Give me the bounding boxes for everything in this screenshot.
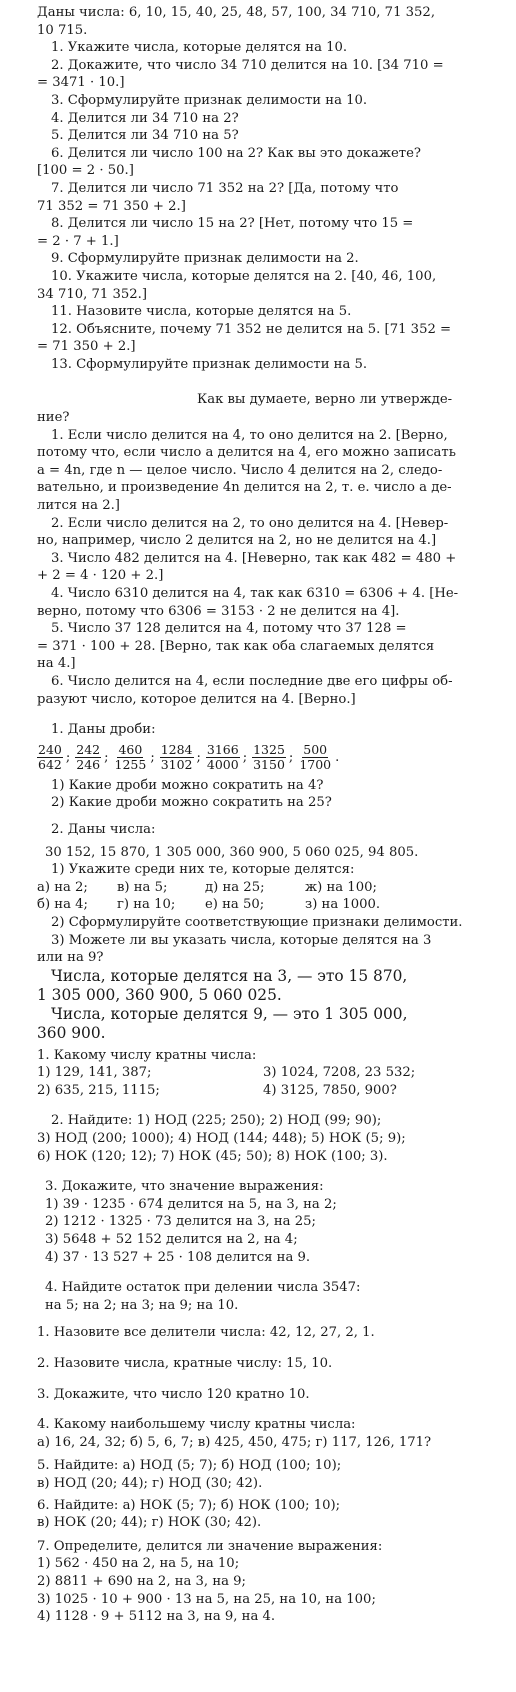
task-line: 3) 5648 + 52 152 делится на 2, на 4;	[45, 1232, 298, 1248]
divisor-options	[37, 879, 490, 914]
task-title: 4. Какому наибольшему числу кратны числа:	[37, 1417, 356, 1433]
option: е) на 50;	[205, 897, 265, 913]
task-title: 2. Даны числа:	[51, 821, 156, 837]
statement-cont: но, например, число 2 делится на 2, но не делится на 4.]	[37, 533, 437, 549]
option: з) на 1000.	[305, 897, 381, 913]
task-line: 4) 37 · 13 527 + 25 · 108 делится на 9.	[45, 1249, 311, 1265]
statement: 5. Число 37 128 делится на 4, потому что 37 128 =	[51, 621, 407, 637]
fraction-list: $\frac{240}{642}$ ; $\frac{242}{246}$ ; $\frac{460}{1255}$ ; $\frac{1284}{3102}$ ; $\frac{3166}{4000}$ ; $\frac{1325}{3150}$ ; $\frac{500}{1700}$ .	[38, 742, 340, 773]
question: 12. Объясните, почему 71 352 не делится на 5. [71 352 =	[51, 321, 452, 337]
sub-question: 3) Можете ли вы указать числа, которые делятся на 3	[51, 932, 432, 948]
group: 4) 3125, 7850, 900?	[263, 1082, 397, 1098]
option: д) на 25;	[205, 879, 265, 895]
section-oral-tasks	[37, 1324, 490, 1625]
fraction: $\frac{242}{246}$	[76, 742, 101, 773]
statement: 6. Число делится на 4, если последние две его цифры об-	[51, 673, 453, 689]
sub-question: 1) Какие дроби можно сократить на 4?	[51, 777, 324, 793]
task-line: 2) 8811 + 690 на 2, на 3, на 9;	[37, 1573, 246, 1589]
intro-line: ние?	[37, 410, 70, 426]
answer: Числа, которые делятся 9, — это 1 305 000,	[51, 1004, 408, 1023]
question: 13. Сформулируйте признак делимости на 5.	[51, 356, 368, 372]
fraction: $\frac{500}{1700}$	[299, 742, 332, 773]
option: а) на 2;	[37, 879, 88, 895]
fraction: $\frac{240}{642}$	[38, 742, 62, 773]
fraction: $\frac{1284}{3102}$	[160, 742, 193, 773]
task-title: 1. Даны дроби:	[51, 722, 156, 738]
task-title: 7. Определите, делится ли значение выражения:	[37, 1538, 383, 1554]
statement-cont: = 371 · 100 + 28. [Верно, так как оба слагаемых делятся	[37, 638, 435, 654]
sub-question: 1) Укажите среди них те, которые делятся:	[51, 862, 355, 878]
section-prove	[37, 1178, 490, 1266]
task-title: 3. Докажите, что значение выражения:	[45, 1179, 324, 1195]
fraction: $\frac{460}{1255}$	[114, 742, 147, 773]
intro-line: 10 715.	[37, 22, 88, 38]
answer-cont: 1 305 000, 360 900, 5 060 025.	[37, 985, 282, 1004]
task-line: 3. Докажите, что число 120 кратно 10.	[37, 1386, 310, 1402]
option: ж) на 100;	[305, 879, 377, 895]
statement-cont: лится на 2.]	[37, 498, 120, 514]
statement-cont: + 2 = 4 · 120 + 2.]	[37, 568, 164, 584]
question: 11. Назовите числа, которые делятся на 5.	[51, 304, 352, 320]
statement: 3. Число 482 делится на 4. [Неверно, так как 482 = 480 +	[51, 550, 457, 566]
statement-cont: потому что, если число a делится на 4, его можно записать	[37, 445, 456, 461]
task-title: 4. Найдите остаток при делении числа 3547:	[45, 1280, 361, 1296]
group: 1) 129, 141, 387;	[37, 1065, 152, 1081]
question: 1. Укажите числа, которые делятся на 10.	[51, 40, 348, 56]
task-line: 2) 1212 · 1325 · 73 делится на 3, на 25;	[45, 1214, 316, 1230]
task-title: 1. Какому числу кратны числа:	[37, 1047, 257, 1063]
statement: 4. Число 6310 делится на 4, так как 6310 = 6306 + 4. [Не-	[51, 586, 459, 601]
task-title: 6. Найдите: а) НОК (5; 7); б) НОК (100; 10);	[37, 1497, 341, 1513]
task-line: 1) 562 · 450 на 2, на 5, на 10;	[37, 1556, 240, 1572]
number-list: 30 152, 15 870, 1 305 000, 360 900, 5 060 025, 94 805.	[45, 844, 419, 860]
fraction: $\frac{1325}{3150}$	[253, 742, 285, 773]
question-cont: [100 = 2 · 50.]	[37, 163, 134, 179]
question: 4. Делится ли 34 710 на 2?	[51, 110, 239, 126]
intro-line: Как вы думаете, верно ли утвержде-	[197, 392, 453, 408]
section-gcd-lcm	[37, 1112, 490, 1165]
fraction: $\frac{3166}{4000}$	[206, 742, 239, 773]
task-line: 3) НОД (200; 1000); 4) НОД (144; 448); 5) НОК (5; 9);	[37, 1131, 406, 1147]
task-line: 1) 39 · 1235 · 674 делится на 5, на 3, на 2;	[45, 1196, 337, 1212]
question-cont: 71 352 = 71 350 + 2.]	[37, 198, 186, 214]
section-fractions	[37, 721, 490, 812]
section-remainder	[37, 1279, 490, 1314]
group: 2) 635, 215, 1115;	[37, 1082, 160, 1098]
task-line: а) 16, 24, 32; б) 5, 6, 7; в) 425, 450, 475; г) 117, 126, 171?	[37, 1434, 432, 1450]
section-numbers	[37, 821, 490, 1043]
statement-cont: верно, потому что 6306 = 3153 · 2 не делится на 4].	[37, 603, 400, 619]
task-line: в) НОД (20; 44); г) НОД (30; 42).	[37, 1475, 263, 1491]
question: 5. Делится ли 34 710 на 5?	[51, 128, 239, 144]
group: 3) 1024, 7208, 23 532;	[263, 1065, 416, 1081]
task-line: 2. Найдите: 1) НОД (225; 250); 2) НОД (99; 90);	[51, 1113, 382, 1129]
sub-question-cont: или на 9?	[37, 950, 104, 966]
section-multiples	[37, 1047, 490, 1100]
sub-question: 2) Сформулируйте соответствующие признаки делимости.	[51, 914, 463, 930]
question-cont: 34 710, 71 352.]	[37, 286, 148, 302]
task-line: на 5; на 2; на 3; на 9; на 10.	[45, 1297, 239, 1313]
question: 6. Делится ли число 100 на 2? Как вы это докажете?	[51, 145, 421, 161]
task-title: 5. Найдите: а) НОД (5; 7); б) НОД (100; 10);	[37, 1458, 342, 1474]
statement: 1. Если число делится на 4, то оно делится на 2. [Верно,	[51, 427, 448, 443]
task-line: 4) 1128 · 9 + 5112 на 3, на 9, на 4.	[37, 1609, 276, 1625]
statement-cont: на 4.]	[37, 656, 76, 672]
task-line: 2. Назовите числа, кратные числу: 15, 10.	[37, 1356, 333, 1371]
question: 2. Докажите, что число 34 710 делится на 10. [34 710 =	[51, 57, 444, 73]
intro-line: Даны числа: 6, 10, 15, 40, 25, 48, 57, 100, 34 710, 71 352,	[37, 5, 436, 20]
question: 10. Укажите числа, которые делятся на 2. [40, 46, 100,	[51, 268, 437, 284]
number-groups	[37, 1064, 490, 1099]
statement-cont: вательно, и произведение 4n делится на 2, т. е. число a де-	[37, 480, 452, 496]
task-line: 3) 1025 · 10 + 900 · 13 на 5, на 25, на 10, на 100;	[37, 1591, 376, 1607]
question: 3. Сформулируйте признак делимости на 10.	[51, 92, 368, 108]
section-true-false	[37, 391, 490, 708]
option: в) на 5;	[117, 879, 168, 895]
answer: Числа, которые делятся на 3, — это 15 870,	[51, 966, 408, 985]
section-divisibility-10-2-5	[37, 4, 490, 373]
answer-cont: 360 900.	[37, 1023, 106, 1042]
option: б) на 4;	[37, 897, 88, 913]
question: 8. Делится ли число 15 на 2? [Нет, потому что 15 =	[51, 216, 414, 232]
option: г) на 10;	[117, 897, 176, 913]
question: 9. Сформулируйте признак делимости на 2.	[51, 251, 359, 267]
statement-cont: a = 4n, где n — целое число. Число 4 делится на 2, следо-	[37, 462, 443, 478]
sub-question: 2) Какие дроби можно сократить на 25?	[51, 795, 332, 811]
question: 7. Делится ли число 71 352 на 2? [Да, потому что	[51, 180, 399, 196]
task-line: 1. Назовите все делители числа: 42, 12, 27, 2, 1.	[37, 1325, 375, 1341]
statement-cont: разуют число, которое делится на 4. [Верно.]	[37, 691, 356, 707]
question-cont: = 71 350 + 2.]	[37, 339, 136, 355]
statement: 2. Если число делится на 2, то оно делится на 4. [Невер-	[51, 515, 449, 531]
task-line: в) НОК (20; 44); г) НОК (30; 42).	[37, 1515, 262, 1531]
task-line: 6) НОК (120; 12); 7) НОК (45; 50); 8) НОК (100; 3).	[37, 1148, 388, 1164]
question-cont: = 2 · 7 + 1.]	[37, 233, 119, 249]
question-cont: = 3471 · 10.]	[37, 75, 125, 91]
